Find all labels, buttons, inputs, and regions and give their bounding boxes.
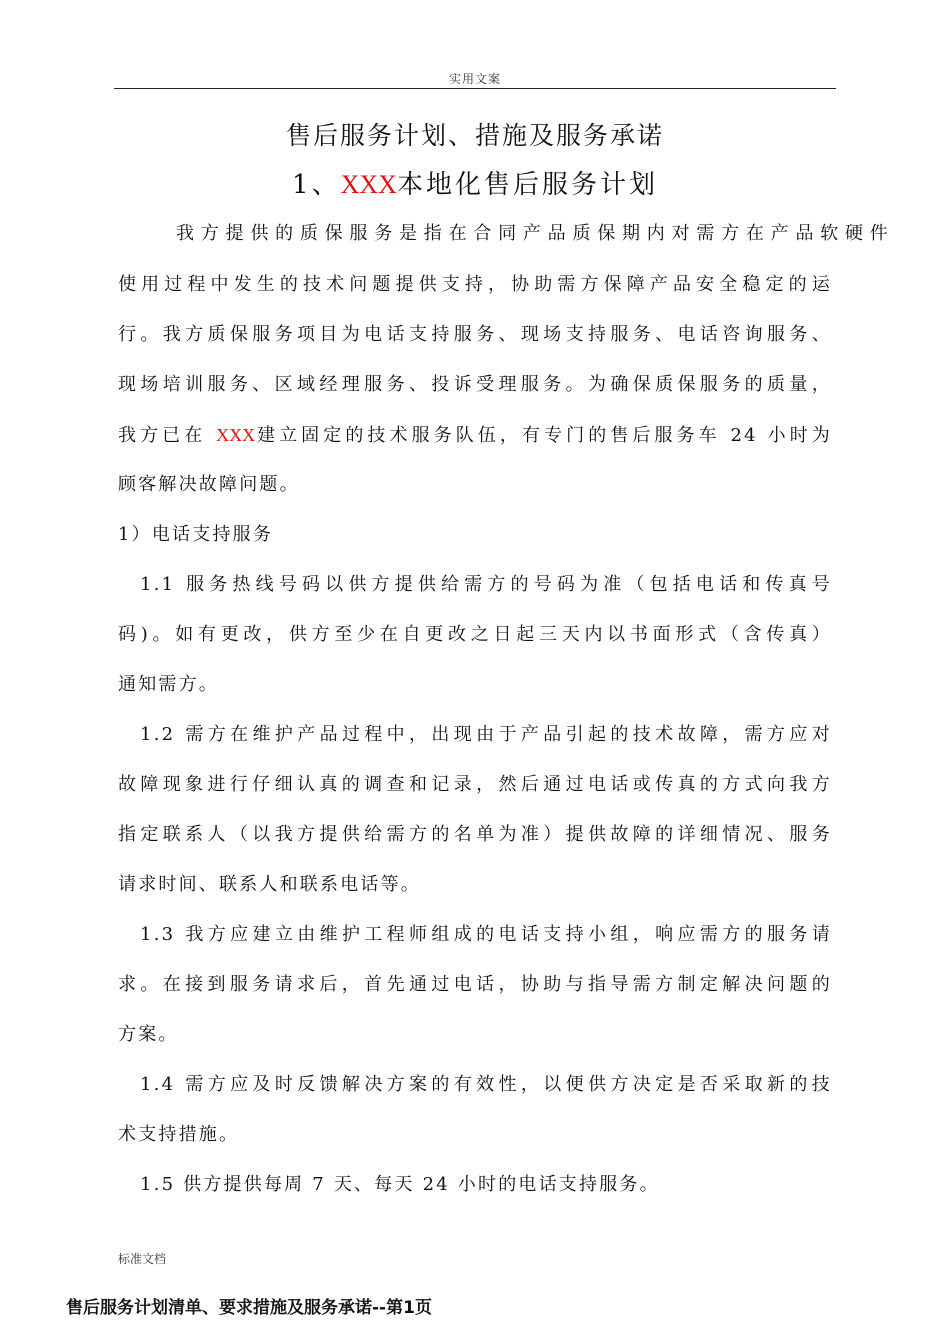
body-line: 请求时间、联系人和联系电话等。 <box>118 874 421 895</box>
placeholder-name: XXX <box>340 170 397 199</box>
body-line: 码)。如有更改，供方至少在自更改之日起三天内以书面形式（含传真） <box>118 624 832 645</box>
body-line: 指定联系人（以我方提供给需方的名单为准）提供故障的详细情况、服务 <box>118 824 832 845</box>
header-divider <box>114 88 836 89</box>
body-line: 使用过程中发生的技术问题提供支持，协助需方保障产品安全稳定的运 <box>118 274 832 295</box>
body-line: 行。我方质保服务项目为电话支持服务、现场支持服务、电话咨询服务、 <box>118 324 832 345</box>
body-line: 1.5 供方提供每周 7 天、每天 24 小时的电话支持服务。 <box>140 1174 660 1195</box>
body-line: 1.1 服务热线号码以供方提供给需方的号码为准（包括电话和传真号 <box>140 574 832 595</box>
body-line: 求。在接到服务请求后，首先通过电话，协助与指导需方制定解决问题的 <box>118 974 832 995</box>
document-title: 售后服务计划、措施及服务承诺 <box>285 121 664 150</box>
subsection-heading: 1）电话支持服务 <box>118 524 274 545</box>
body-line: 我方提供的质保服务是指在合同产品质保期内对需方在产品软硬件 <box>176 223 890 244</box>
section-number: 1、 <box>292 170 341 200</box>
body-line: 方案。 <box>118 1024 179 1045</box>
body-line <box>118 420 832 450</box>
page-footer-title: 售后服务计划清单、要求措施及服务承诺--第1页 <box>66 1298 432 1318</box>
section-heading-text: 本地化售后服务计划 <box>396 170 658 200</box>
body-text: 建立固定的技术服务队伍，有专门的售后服务车 24 小时为 <box>255 425 832 446</box>
body-text: 我方已在 <box>118 425 217 446</box>
body-line: 顾客解决故障问题。 <box>118 474 300 495</box>
footer-label: 标准文档 <box>118 1252 167 1266</box>
header-text: 实用文案 <box>448 72 501 86</box>
body-line: 故障现象进行仔细认真的调查和记录，然后通过电话或传真的方式向我方 <box>118 774 832 795</box>
section-heading <box>0 164 950 201</box>
body-line: 术支持措施。 <box>118 1124 240 1145</box>
body-line: 现场培训服务、区域经理服务、投诉受理服务。为确保质保服务的质量， <box>118 374 832 395</box>
body-line: 1.4 需方应及时反馈解决方案的有效性，以便供方决定是否采取新的技 <box>140 1074 832 1095</box>
body-line: 通知需方。 <box>118 674 219 695</box>
body-line: 1.2 需方在维护产品过程中，出现由于产品引起的技术故障，需方应对 <box>140 724 832 745</box>
placeholder-name: XXX <box>216 425 256 445</box>
body-line: 1.3 我方应建立由维护工程师组成的电话支持小组，响应需方的服务请 <box>140 924 832 945</box>
